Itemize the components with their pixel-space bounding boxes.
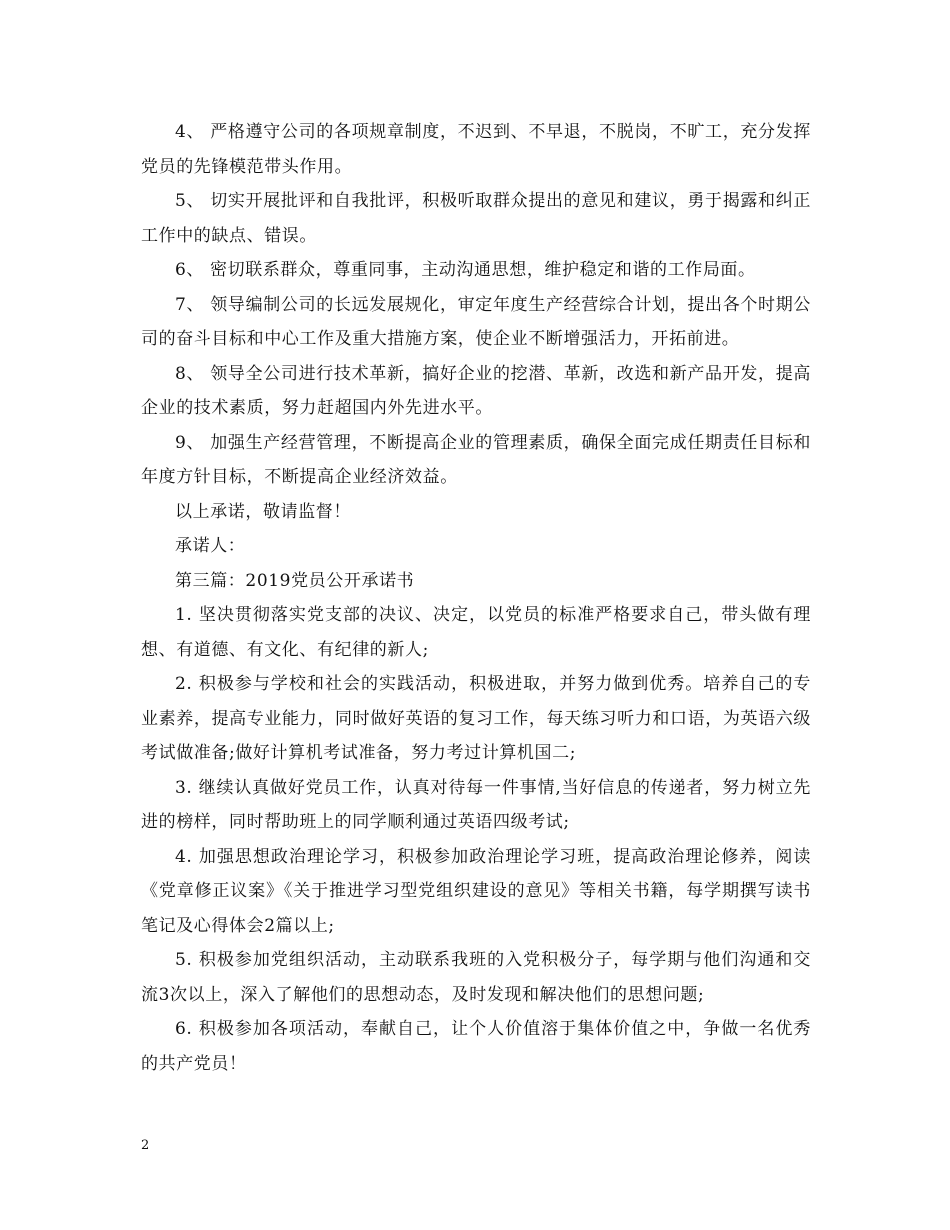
paragraph-item-9: 9、 加强生产经营管理，不断提高企业的管理素质，确保全面完成任期责任目标和年度方针目标，不断提高企业经济效益。 bbox=[141, 432, 811, 487]
pledge-item-2: 2. 积极参与学校和社会的实践活动，积极进取，并努力做到优秀。培养自己的专业素养，提高专业能力，同时做好英语的复习工作，每天练习听力和口语，为英语六级考试做准备;做好计算机考试准备，努力考过计算机国二; bbox=[141, 674, 811, 763]
paragraph-item-5: 5、 切实开展批评和自我批评，积极听取群众提出的意见和建议，勇于揭露和纠正工作中的缺点、错误。 bbox=[141, 191, 811, 246]
pledge-item-6: 6. 积极参加各项活动，奉献自己，让个人价值溶于集体价值之中，争做一名优秀的共产党员！ bbox=[141, 1019, 811, 1074]
paragraph-item-7: 7、 领导编制公司的长远发展规化，审定年度生产经营综合计划，提出各个时期公司的奋斗目标和中心工作及重大措施方案，使企业不断增强活力，开拓前进。 bbox=[141, 294, 811, 349]
paragraph-item-8: 8、 领导全公司进行技术革新，搞好企业的挖潜、革新，改选和新产品开发，提高企业的技术素质，努力赶超国内外先进水平。 bbox=[141, 363, 811, 418]
closing-statement: 以上承诺，敬请监督！ bbox=[175, 501, 351, 522]
paragraph-item-6: 6、 密切联系群众，尊重同事，主动沟通思想，维护稳定和谐的工作局面。 bbox=[175, 260, 756, 280]
section-heading: 第三篇：2019党员公开承诺书 bbox=[175, 570, 415, 591]
pledge-item-1: 1. 坚决贯彻落实党支部的决议、决定，以党员的标准严格要求自己，带头做有理想、有道德、有文化、有纪律的新人; bbox=[141, 605, 811, 660]
pledge-item-3: 3. 继续认真做好党员工作，认真对待每一件事情,当好信息的传递者，努力树立先进的榜样，同时帮助班上的同学顺利通过英语四级考试; bbox=[141, 777, 811, 832]
paragraph-item-4: 4、 严格遵守公司的各项规章制度，不迟到、不早退，不脱岗，不旷工，充分发挥党员的先锋模范带头作用。 bbox=[141, 122, 811, 177]
pledge-item-4: 4. 加强思想政治理论学习，积极参加政治理论学习班，提高政治理论修养，阅读《党章修正议案》《关于推进学习型党组织建设的意见》等相关书籍，每学期撰写读书笔记及心得体会2篇以上; bbox=[141, 846, 811, 936]
pledge-item-5: 5. 积极参加党组织活动，主动联系我班的入党积极分子，每学期与他们沟通和交流3次以上，深入了解他们的思想动态，及时发现和解决他们的思想问题; bbox=[141, 950, 811, 1005]
document-body bbox=[141, 115, 811, 1081]
signatory-label: 承诺人： bbox=[175, 536, 246, 556]
page-number: 2 bbox=[141, 1138, 150, 1153]
